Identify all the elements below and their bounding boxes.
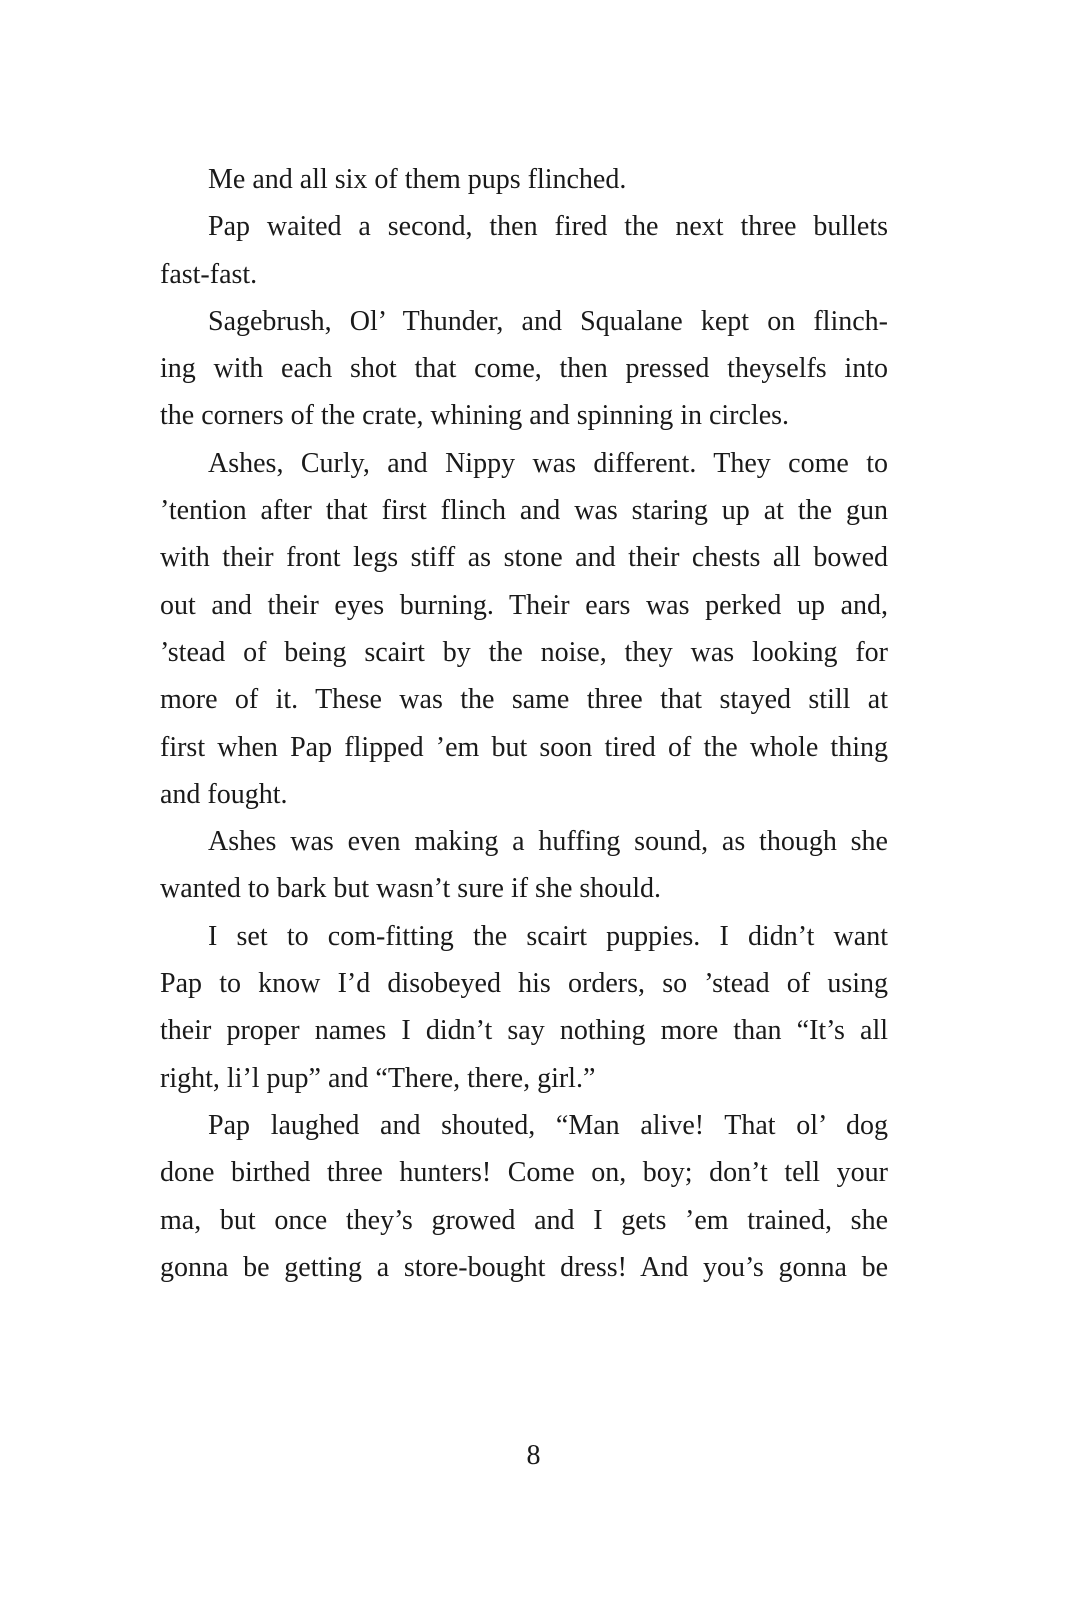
text-line: right, li’l pup” and “There, there, girl.” bbox=[160, 1062, 596, 1094]
text-line: Ashes was even making a huffing sound, as though she bbox=[208, 826, 888, 858]
text-line: out and their eyes burning. Their ears was perked up and, bbox=[160, 589, 888, 621]
text-line: more of it. These was the same three that stayed still at bbox=[160, 684, 888, 716]
text-line: ’tention after that first flinch and was staring up at the gun bbox=[160, 495, 888, 527]
text-line: their proper names I didn’t say nothing more than “It’s all bbox=[160, 1015, 888, 1047]
text-line: Pap waited a second, then fired the next three bullets bbox=[208, 211, 888, 243]
text-line: and fought. bbox=[160, 778, 288, 810]
text-line: done birthed three hunters! Come on, boy; don’t tell your bbox=[160, 1157, 888, 1189]
text-line: Pap to know I’d disobeyed his orders, so ’stead of using bbox=[160, 968, 888, 1000]
text-line: ’stead of being scairt by the noise, they was looking for bbox=[160, 636, 888, 668]
text-line: wanted to bark but wasn’t sure if she should. bbox=[160, 873, 662, 905]
text-line: Pap laughed and shouted, “Man alive! That ol’ dog bbox=[208, 1109, 888, 1141]
body-text bbox=[160, 156, 888, 1291]
text-line: with their front legs stiff as stone and their chests all bowed bbox=[160, 542, 888, 574]
text-line: gonna be getting a store-bought dress! And you’s gonna be bbox=[160, 1251, 888, 1283]
text-line: Sagebrush, Ol’ Thunder, and Squalane kept on flinch- bbox=[208, 305, 888, 337]
text-line: the corners of the crate, whining and spinning in circles. bbox=[160, 400, 790, 432]
text-line: fast-fast. bbox=[160, 258, 258, 290]
page-number: 8 bbox=[526, 1440, 541, 1471]
text-line: Ashes, Curly, and Nippy was different. They come to bbox=[208, 447, 888, 479]
text-line: ing with each shot that come, then pressed theyselfs into bbox=[160, 353, 888, 385]
text-line: I set to com-fitting the scairt puppies. I didn’t want bbox=[208, 920, 888, 952]
text-line: ma, but once they’s growed and I gets ’em trained, she bbox=[160, 1204, 888, 1236]
text-line: first when Pap flipped ’em but soon tired of the whole thing bbox=[160, 731, 888, 763]
text-line: Me and all six of them pups flinched. bbox=[208, 164, 627, 195]
